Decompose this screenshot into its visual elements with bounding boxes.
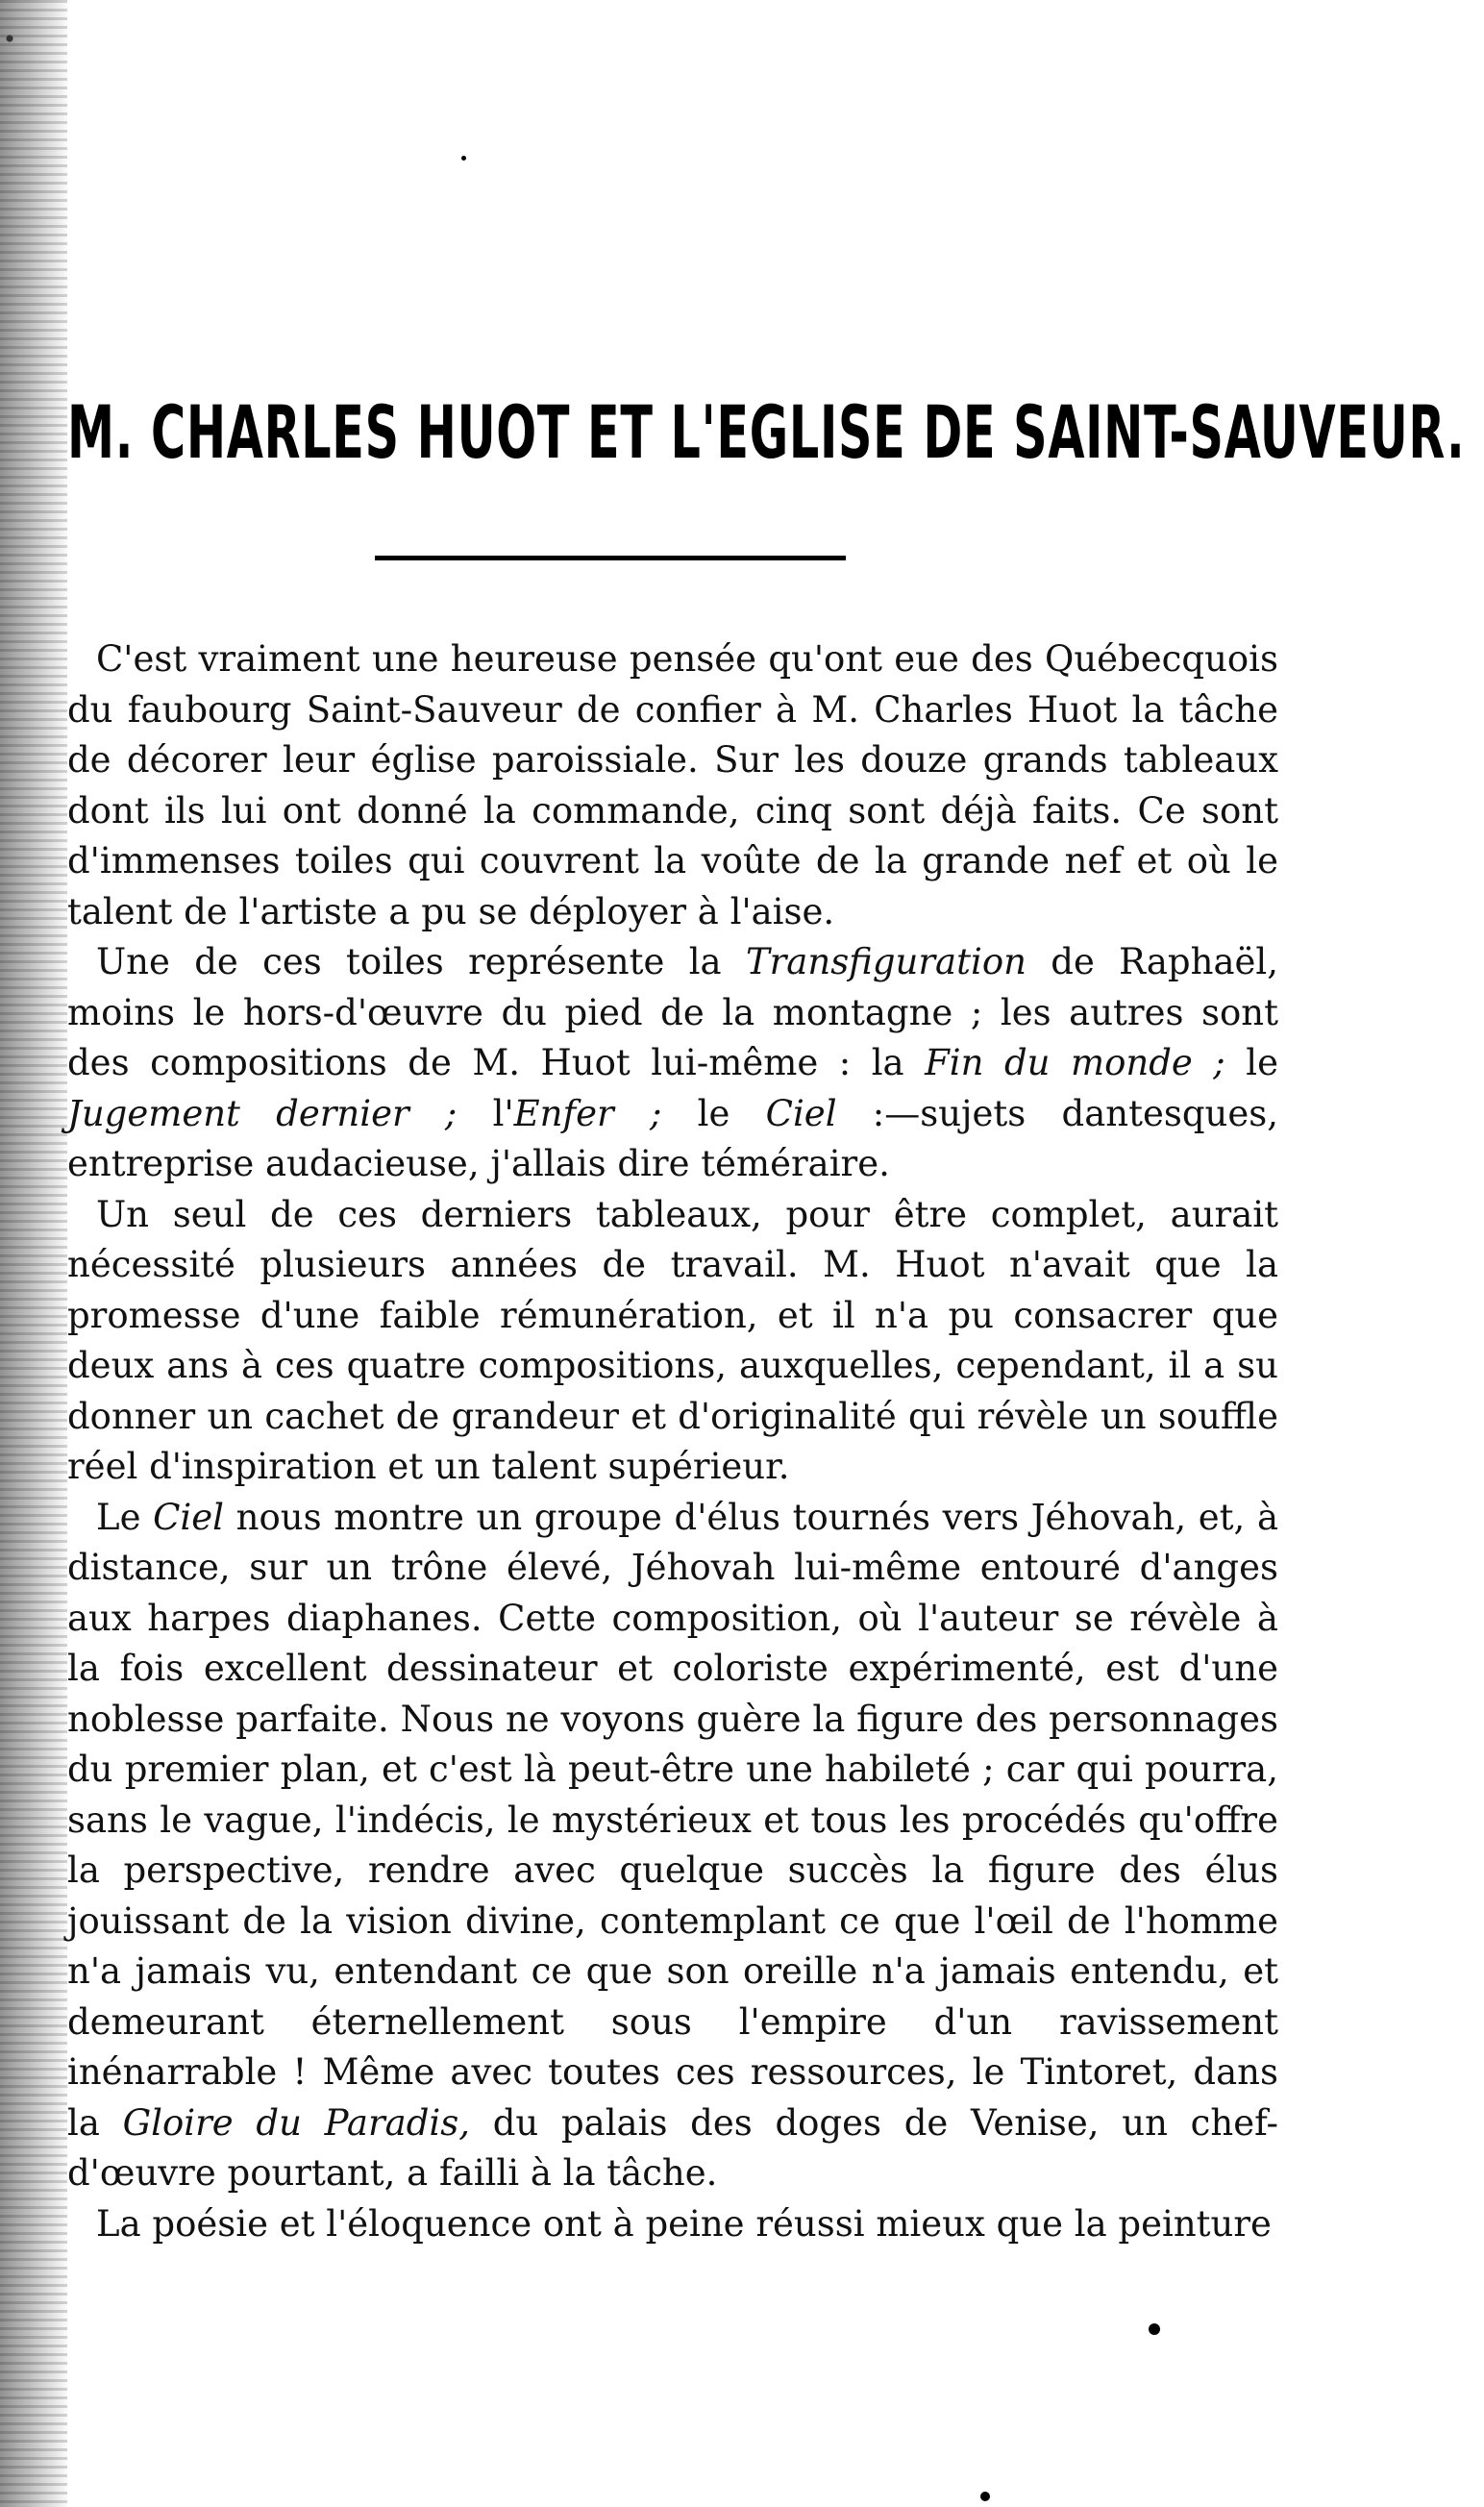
text-run: nous montre un groupe d'élus tournés vers Jéhovah, et, à distance, sur un trône élevé, Jéhovah lui-même entouré d'anges aux harpes diaphanes. Cette composition, où l'auteur se révèle à la fois excellent dessinateur et coloriste expérimenté, est d'une noblesse parfaite. Nous ne voyons guère la figure des personnages du premier plan, et c'est là peut-être une habileté ; car qui pourra, sans le vague, l'indécis, le mystérieux et tous les procédés qu'offre la perspective, rendre avec quelque succès la figure des élus jouissant de la vision divine, contemplant ce que l'œil de l'homme n'a jamais vu, entendant ce que son oreille n'a jamais entendu, et demeurant éternellement sous l'empire d'un ravissement inénarrable ! Même avec toutes ces ressources, le Tintoret, dans la bbox=[67, 1496, 1278, 2144]
paragraph-4 bbox=[67, 1493, 1278, 2199]
italic-title: Ciel bbox=[765, 1092, 837, 1134]
text-run: La poésie et l'éloquence ont à peine réussi mieux que la peinture bbox=[96, 2202, 1272, 2245]
title-rule bbox=[375, 556, 846, 560]
ink-speck bbox=[461, 156, 466, 161]
book-page bbox=[67, 0, 1466, 2507]
text-run: Une de ces toiles représente la bbox=[96, 941, 746, 982]
text-run: le bbox=[661, 1092, 766, 1134]
text-run: l' bbox=[457, 1092, 514, 1134]
paragraph-5 bbox=[67, 2199, 1278, 2250]
text-run: Un seul de ces derniers tableaux, pour être complet, aurait nécessité plusieurs années de travail. M. Huot n'avait que la promesse d'une faible rémunération, et il n'a pu consacrer que deux ans à ces quatre compositions, auxquelles, cependant, il a su donner un cachet de grandeur et d'originalité qui révèle un souffle réel d'inspiration et un talent supérieur. bbox=[67, 1193, 1278, 1487]
italic-title: Enfer ; bbox=[513, 1092, 662, 1134]
text-run: :—sujets dantesques, entreprise audacieuse, j'allais dire téméraire. bbox=[67, 1092, 1278, 1184]
text-run: de Raphaël, moins le hors-d'œuvre du pied de la montagne ; les autres sont des compositions de M. Huot lui-même : la bbox=[67, 941, 1278, 1083]
paragraph-1 bbox=[67, 634, 1278, 937]
text-run: C'est vraiment une heureuse pensée qu'ont eue des Québecquois du faubourg Saint-Sauveur de confier à M. Charles Huot la tâche de décorer leur église paroissiale. Sur les douze grands tableaux dont ils lui ont donné la commande, cinq sont déjà faits. Ce sont d'immenses toiles qui couvrent la voûte de la grande nef et où le talent de l'artiste a pu se déployer à l'aise. bbox=[67, 638, 1278, 932]
italic-title: Transfiguration bbox=[745, 941, 1026, 982]
text-run: du palais des doges de Venise, un chef-d'œuvre pourtant, a failli à la tâche. bbox=[67, 2101, 1278, 2194]
text-run: le bbox=[1224, 1042, 1279, 1083]
paragraph-3 bbox=[67, 1190, 1278, 1493]
ink-speck bbox=[980, 2492, 990, 2501]
paragraph-2 bbox=[67, 937, 1278, 1190]
italic-title: Ciel bbox=[153, 1496, 224, 1538]
ink-speck bbox=[1149, 2323, 1160, 2335]
article-body bbox=[67, 634, 1278, 2249]
text-run: Le bbox=[96, 1496, 154, 1538]
italic-title: Fin du monde ; bbox=[925, 1042, 1225, 1083]
italic-title: Jugement dernier ; bbox=[67, 1092, 458, 1134]
italic-title: Gloire du Paradis, bbox=[122, 2101, 470, 2144]
page-title: M. CHARLES HUOT ET L'EGLISE DE SAINT-SAUVEUR. bbox=[67, 389, 1466, 475]
scan-edge-shadow bbox=[0, 0, 67, 2507]
